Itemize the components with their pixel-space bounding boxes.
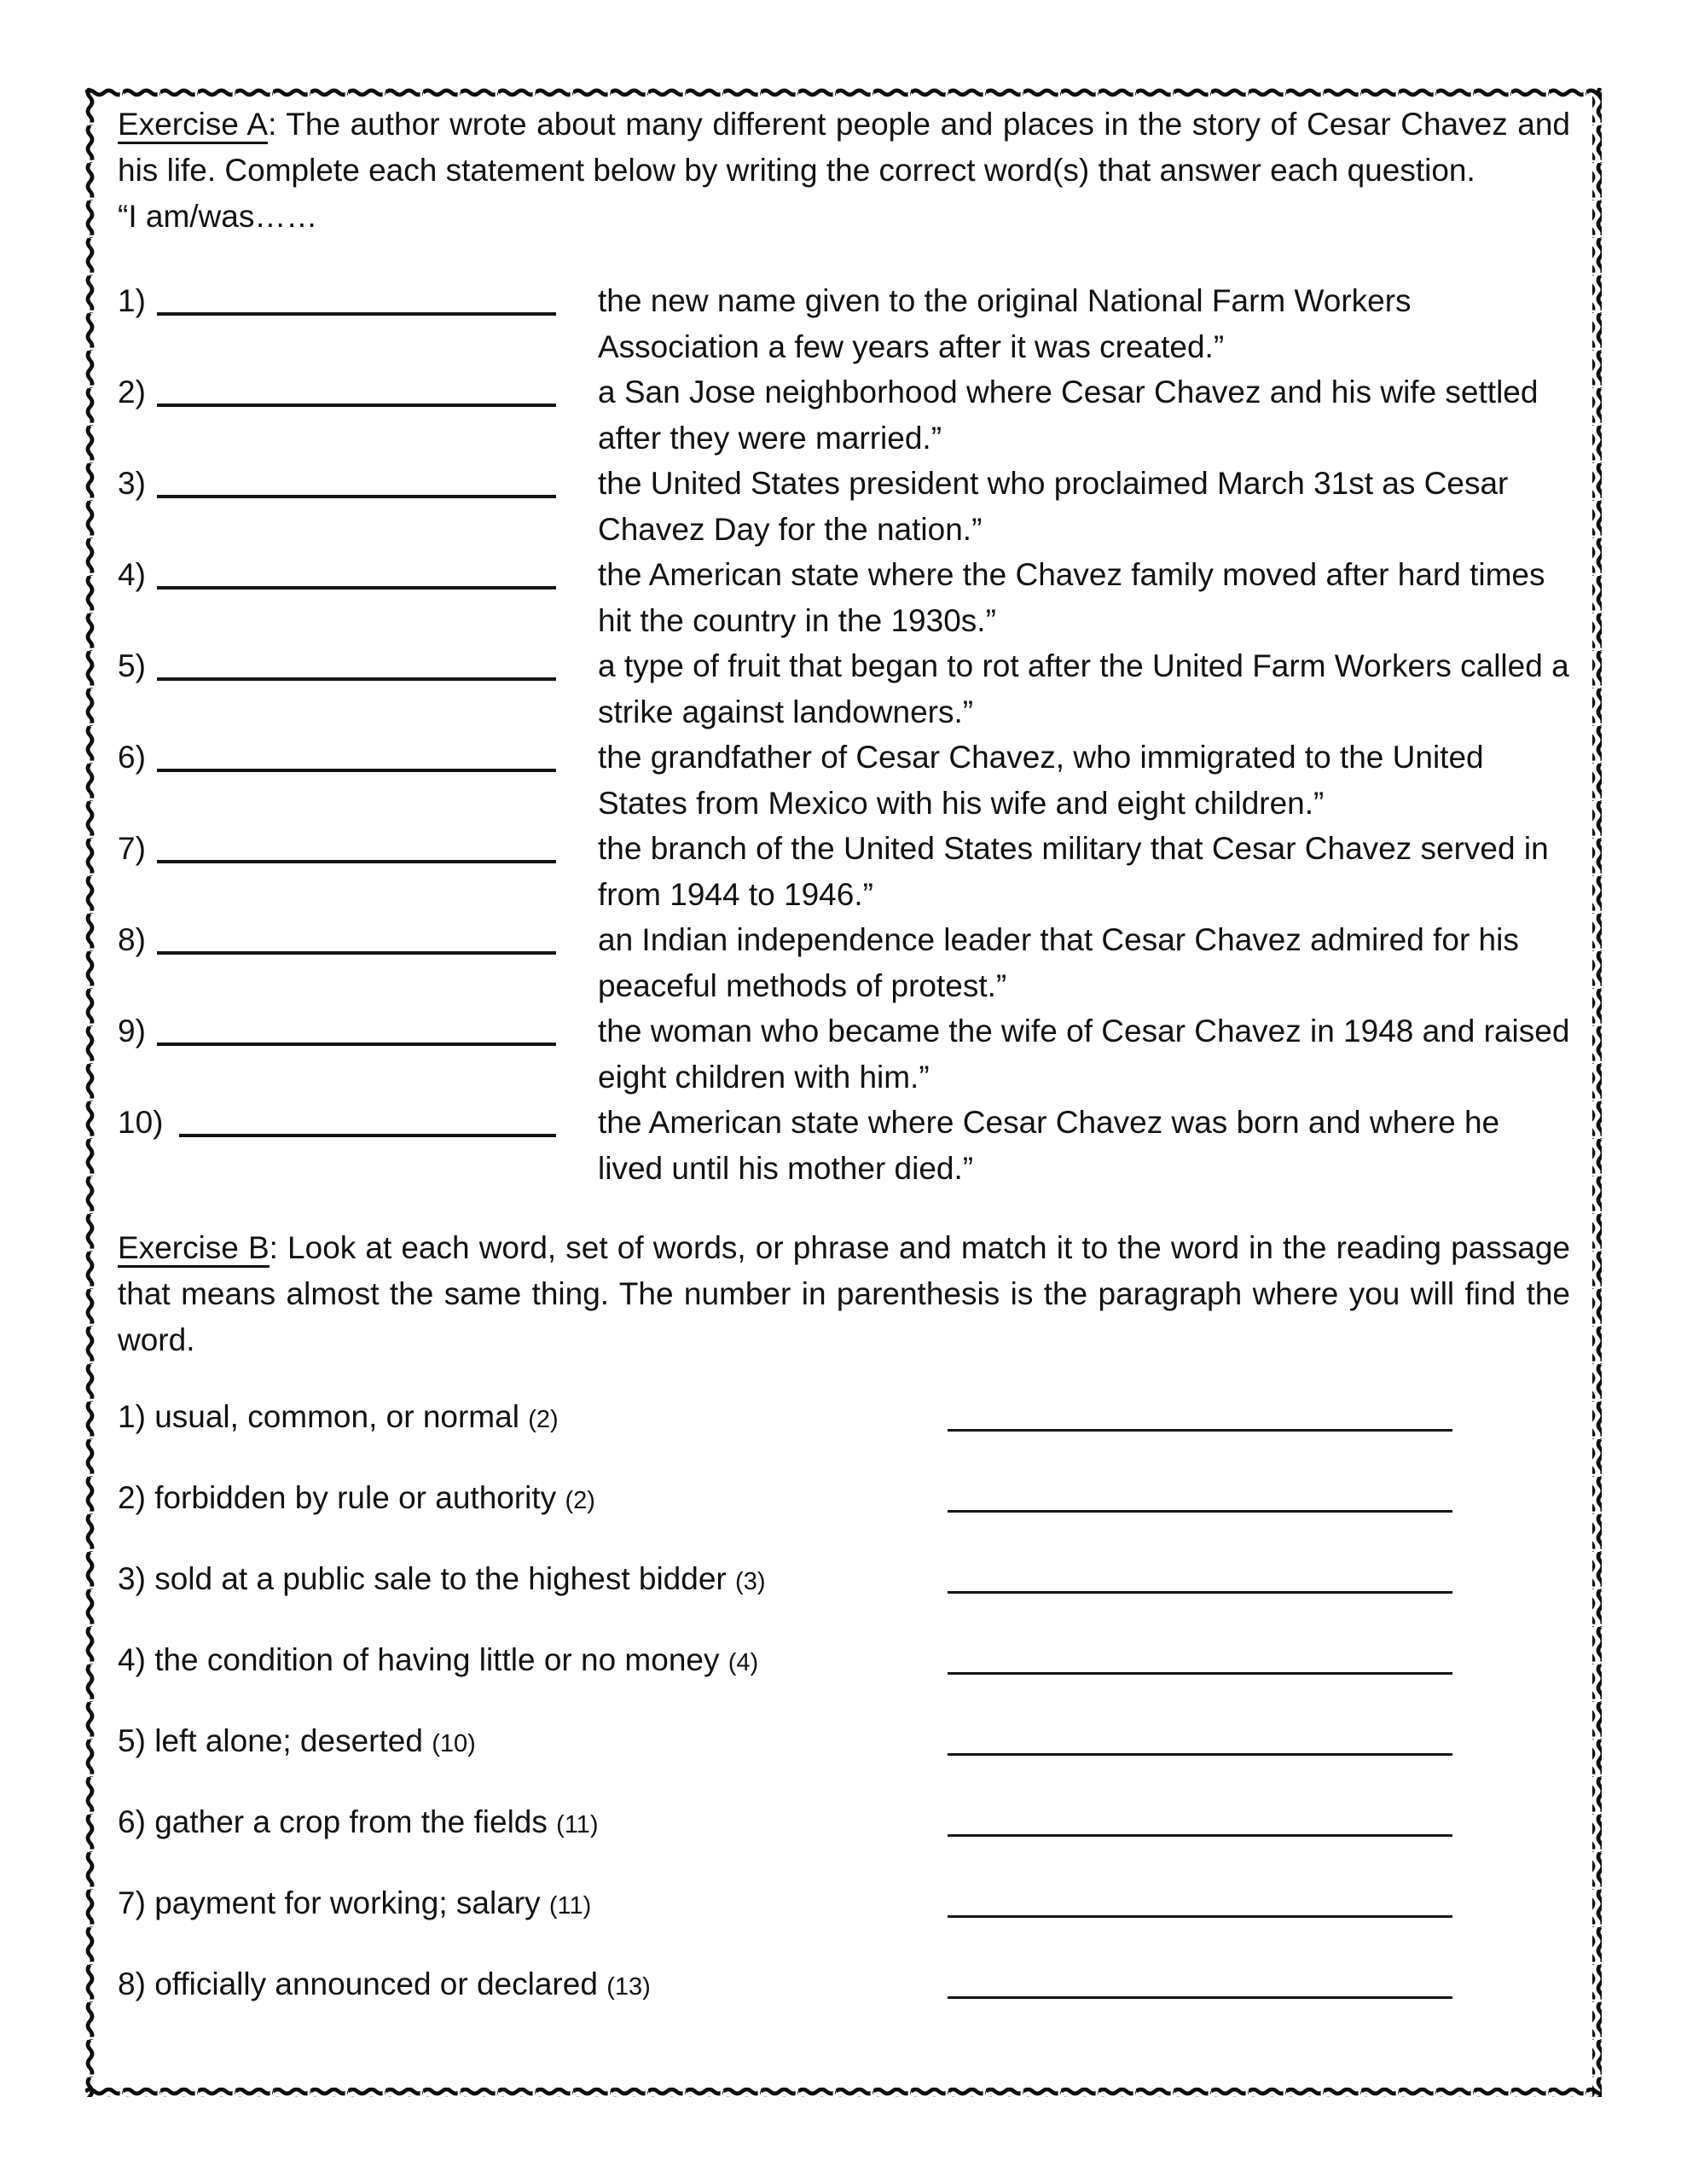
item-number: 5) [118, 648, 146, 683]
item-description: the American state where the Chavez family moved after hard times hit the country in the 1930s.” [598, 557, 1545, 638]
answer-blank[interactable] [948, 1397, 1452, 1432]
exercise-a-item [118, 552, 1570, 643]
item-number: 4) [118, 557, 146, 592]
paragraph-reference: (3) [735, 1568, 766, 1595]
item-definition: officially announced or declared [154, 1966, 598, 2001]
answer-blank[interactable] [948, 1721, 1452, 1756]
paragraph-reference: (4) [728, 1649, 759, 1676]
answer-blank[interactable] [179, 1101, 556, 1137]
exercise-a-item [118, 735, 1570, 826]
answer-blank[interactable] [948, 1964, 1452, 1999]
item-number: 6) [118, 1804, 146, 1839]
exercise-a-item [118, 917, 1570, 1008]
item-description: the branch of the United States military that Cesar Chavez served in from 1944 to 1946.” [598, 831, 1549, 912]
item-number: 1) [118, 1399, 146, 1434]
paragraph-reference: (11) [556, 1811, 599, 1838]
item-definition: payment for working; salary [154, 1885, 541, 1920]
exercise-b-item [118, 1718, 1570, 1799]
paragraph-reference: (2) [565, 1487, 595, 1514]
item-description: the woman who became the wife of Cesar Chavez in 1948 and raised eight children with him.” [598, 1014, 1570, 1095]
answer-blank[interactable] [157, 462, 556, 498]
worksheet-content [85, 88, 1602, 2097]
answer-blank[interactable] [948, 1640, 1452, 1675]
answer-blank[interactable] [157, 828, 556, 863]
paragraph-reference: (13) [606, 1973, 651, 2001]
item-number: 6) [118, 740, 146, 775]
exercise-a-item [118, 461, 1570, 552]
answer-blank[interactable] [948, 1883, 1452, 1918]
answer-blank[interactable] [157, 645, 556, 681]
answer-blank[interactable] [157, 919, 556, 955]
item-text [118, 1799, 599, 1848]
paragraph-reference: (10) [432, 1730, 476, 1757]
answer-blank[interactable] [157, 371, 556, 407]
exercise-a-item [118, 369, 1570, 461]
item-number: 5) [118, 1723, 146, 1758]
exercise-b-intro [118, 1225, 1570, 1363]
answer-blank[interactable] [157, 1010, 556, 1046]
exercise-a-item [118, 278, 1570, 369]
exercise-b-heading: Exercise B [118, 1230, 270, 1268]
item-definition: gather a crop from the fields [154, 1804, 548, 1839]
item-definition: usual, common, or normal [154, 1399, 519, 1434]
item-text [118, 1637, 758, 1686]
item-number: 8) [118, 1966, 146, 2001]
answer-blank[interactable] [157, 280, 556, 316]
exercise-a-section [118, 102, 1570, 1191]
item-description: a San Jose neighborhood where Cesar Chavez and his wife settled after they were married.” [598, 375, 1539, 456]
exercise-a-intro-text: : The author wrote about many different people and places in the story of Cesar Chavez and his life. Complete each statement below by writing the correct word(s) that answer each question. [118, 107, 1570, 188]
exercise-a-item [118, 1100, 1570, 1191]
item-definition: forbidden by rule or authority [154, 1480, 557, 1515]
exercise-b-item [118, 1475, 1570, 1556]
item-text [118, 1718, 476, 1767]
exercise-b-item [118, 1799, 1570, 1880]
paragraph-reference: (2) [528, 1406, 559, 1433]
exercise-b-item [118, 1880, 1570, 1961]
item-number: 3) [118, 1561, 146, 1596]
item-text [118, 1880, 591, 1929]
item-number: 7) [118, 831, 146, 866]
answer-blank[interactable] [948, 1478, 1452, 1513]
item-text [118, 1475, 595, 1524]
exercise-b-section [118, 1225, 1570, 2042]
exercise-b-list [118, 1394, 1570, 2042]
exercise-b-item [118, 1961, 1570, 2042]
answer-blank[interactable] [157, 736, 556, 772]
exercise-a-list [118, 278, 1570, 1191]
item-number: 9) [118, 1014, 146, 1048]
answer-blank[interactable] [157, 554, 556, 590]
item-definition: the condition of having little or no money [154, 1642, 720, 1677]
answer-blank[interactable] [948, 1802, 1452, 1837]
item-definition: sold at a public sale to the highest bidder [154, 1561, 727, 1596]
answer-blank[interactable] [948, 1559, 1452, 1594]
item-number: 10) [118, 1105, 164, 1140]
item-description: an Indian independence leader that Cesar Chavez admired for his peaceful methods of protest.” [598, 922, 1519, 1003]
paragraph-reference: (11) [548, 1892, 592, 1920]
item-description: the new name given to the original National Farm Workers Association a few years after it was created.” [598, 283, 1412, 364]
exercise-a-item [118, 1008, 1570, 1100]
item-description: the American state where Cesar Chavez was born and where he lived until his mother died.” [598, 1105, 1500, 1186]
exercise-b-item [118, 1637, 1570, 1718]
exercise-a-intro [118, 102, 1570, 194]
item-number: 4) [118, 1642, 146, 1677]
item-number: 2) [118, 1480, 146, 1515]
exercise-b-item [118, 1556, 1570, 1637]
worksheet-frame [85, 88, 1602, 2097]
item-text [118, 1556, 765, 1605]
exercise-b-intro-text: : Look at each word, set of words, or phrase and match it to the word in the reading passage that means almost the same thing. The number in parenthesis is the paragraph where you will find the word. [118, 1230, 1570, 1357]
item-text [118, 1394, 559, 1443]
exercise-a-item [118, 643, 1570, 735]
item-description: the grandfather of Cesar Chavez, who immigrated to the United States from Mexico with his wife and eight children.” [598, 740, 1484, 821]
item-number: 3) [118, 466, 146, 501]
item-description: the United States president who proclaimed March 31st as Cesar Chavez Day for the nation.” [598, 466, 1509, 547]
item-number: 2) [118, 375, 146, 410]
exercise-a-lead-in: “I am/was…… [118, 199, 318, 234]
exercise-a-item [118, 826, 1570, 917]
exercise-a-heading: Exercise A [118, 107, 268, 144]
item-number: 7) [118, 1885, 146, 1920]
item-number: 1) [118, 283, 146, 318]
item-text [118, 1961, 651, 2010]
item-definition: left alone; deserted [154, 1723, 423, 1758]
item-number: 8) [118, 922, 146, 957]
exercise-b-item [118, 1394, 1570, 1475]
item-description: a type of fruit that began to rot after the United Farm Workers called a strike against landowners.” [598, 648, 1569, 729]
